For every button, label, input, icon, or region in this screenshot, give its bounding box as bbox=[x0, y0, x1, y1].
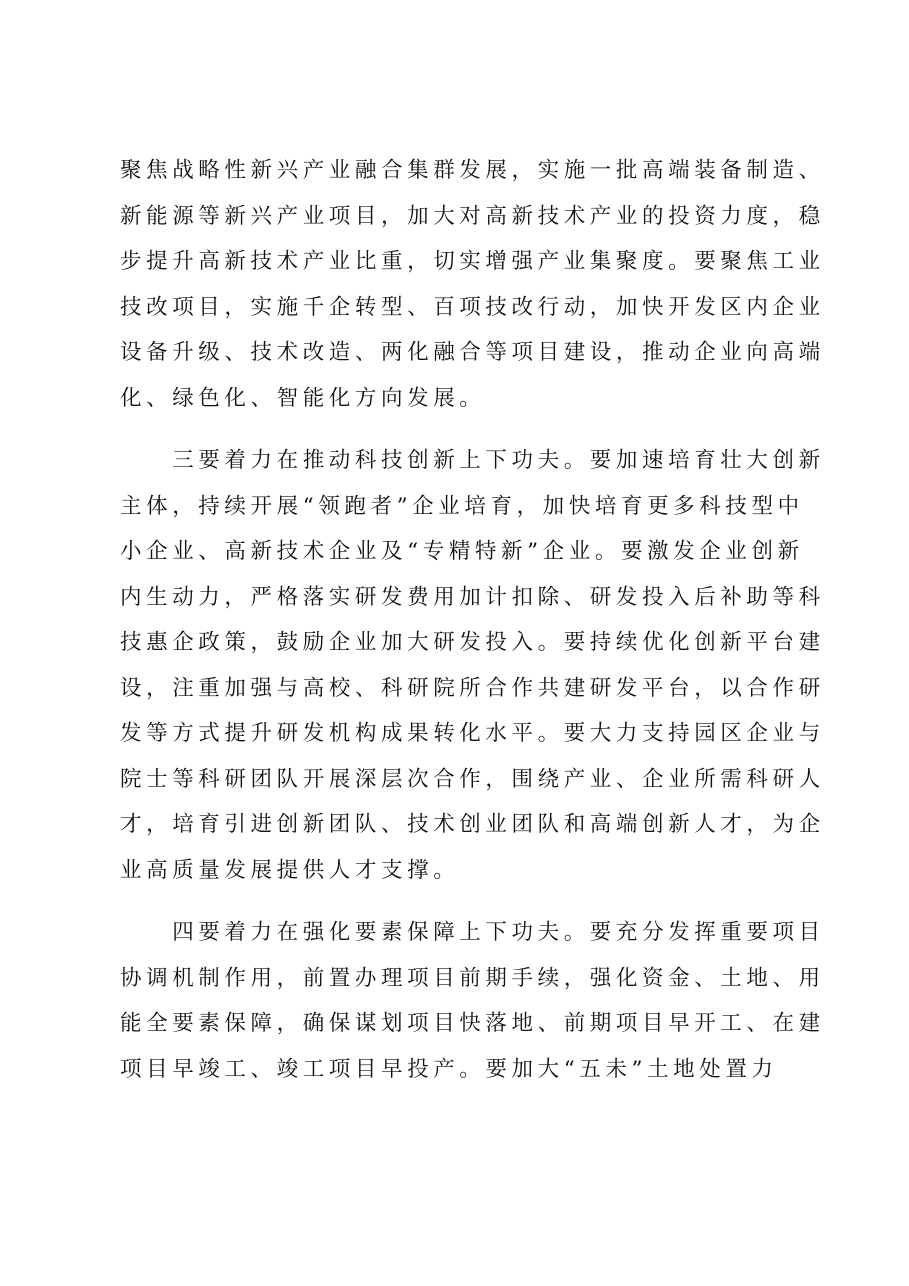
text-line: 发等方式提升研发机构成果转化水平。要大力支持园区企业与 bbox=[120, 721, 825, 746]
text-line: 主体，持续开展“领跑者”企业培育，加快培育更多科技型中 bbox=[120, 493, 804, 519]
text-line: 设，注重加强与高校、科研院所合作共建研发平台，以合作研 bbox=[120, 675, 825, 701]
text-line: 内生动力，严格落实研发费用加计扣除、研发投入后补助等科 bbox=[120, 584, 825, 610]
body-text bbox=[120, 148, 825, 1092]
text-line: 技改项目，实施千企转型、百项技改行动，加快开发区内企业 bbox=[120, 294, 825, 320]
text-line: 设备升级、技术改造、两化融合等项目建设，推动企业向高端 bbox=[120, 340, 825, 365]
text-line: 化、绿色化、智能化方向发展。 bbox=[120, 385, 486, 411]
text-line: 新能源等新兴产业项目，加大对高新技术产业的投资力度，稳 bbox=[120, 203, 825, 229]
paragraph-gap bbox=[120, 893, 800, 910]
text-line: 才，培育引进创新团队、技术创业团队和高端创新人才，为企 bbox=[120, 812, 825, 837]
text-line: 步提升高新技术产业比重，切实增强产业集聚度。要聚焦工业 bbox=[120, 249, 825, 274]
text-line: 三要着力在推动科技创新上下功夫。要加速培育壮大创新 bbox=[120, 448, 825, 473]
text-line: 协调机制作用，前置办理项目前期手续，强化资金、土地、用 bbox=[120, 965, 825, 991]
text-line: 能全要素保障，确保谋划项目快落地、前期项目早开工、在建 bbox=[120, 1011, 825, 1036]
text-line: 院士等科研团队开展深层次合作，围绕产业、企业所需科研人 bbox=[120, 766, 825, 792]
text-line: 四要着力在强化要素保障上下功夫。要充分发挥重要项目 bbox=[120, 920, 825, 945]
text-line: 技惠企政策，鼓励企业加大研发投入。要持续优化创新平台建 bbox=[120, 630, 825, 655]
paragraph-gap bbox=[120, 421, 800, 438]
text-line: 业高质量发展提供人才支撑。 bbox=[120, 857, 460, 883]
text-line: 小企业、高新技术企业及“专精特新”企业。要激发企业创新 bbox=[120, 539, 804, 564]
text-line: 项目早竣工、竣工项目早投产。要加大“五未”土地处置力 bbox=[120, 1056, 778, 1082]
text-line: 聚焦战略性新兴产业融合集群发展，实施一批高端装备制造、 bbox=[120, 158, 825, 183]
